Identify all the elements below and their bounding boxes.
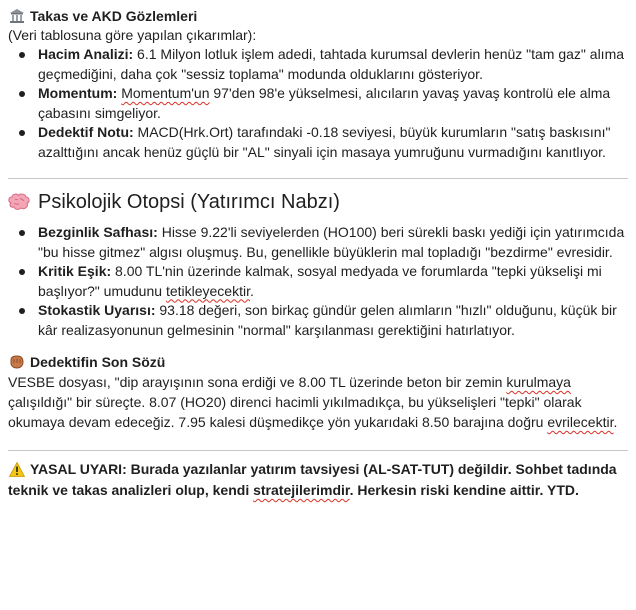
section-takas-title: Takas ve AKD Gözlemleri xyxy=(30,8,198,24)
item-text: 97'den 98'e yükselmesi, alıcıların yavaş yavaş kontrolü ele alma çabasını simgeliyor. xyxy=(38,85,611,121)
list-item xyxy=(8,301,628,340)
disclaimer-text: YASAL UYARI: Burada yazılanlar yatırım tavsiyesi (AL-SAT-TUT) değildir. Sohbet tadında teknik ve takas analizleri olup, kendi xyxy=(8,461,617,498)
section-sonsoz-paragraph xyxy=(8,372,628,432)
list-item xyxy=(8,262,628,301)
warning-icon xyxy=(8,461,26,479)
list-item xyxy=(8,223,628,262)
item-text: 8.00 TL'nin üzerinde kalmak, sosyal medyada ve forumlarda "tepki yükselişi mi başlıyor?" umudunu xyxy=(38,263,602,299)
bank-building-icon xyxy=(8,7,26,25)
fist-icon xyxy=(8,353,26,371)
item-text: Hisse 9.22'li seviyelerden (HO100) beri sürekli baskı yediği için yatırımcıda "bu hisse gitmez" algısı oluşmuş. Bu, genellikle büyüklerin mal topladığı "bezdirme" evresidir. xyxy=(38,224,625,260)
section-sonsoz-title: Dedektifin Son Sözü xyxy=(30,354,166,370)
misspelled-word[interactable]: Momentum'un xyxy=(121,85,210,101)
list-item xyxy=(8,45,628,84)
paragraph-text: . xyxy=(613,414,618,430)
disclaimer-text: . Herkesin riski kendine aittir. YTD. xyxy=(349,482,579,498)
item-label: Kritik Eşik: xyxy=(38,263,112,279)
misspelled-word[interactable]: kurulmaya xyxy=(506,374,571,390)
item-label: Bezginlik Safhası: xyxy=(38,224,158,240)
paragraph-text: çalışıldığı" bir süreçte. 8.07 (HO20) direnci hacimli yıkılmadıkça, bu yükselişleri "tepki" olarak okumaya devam edeceğiz. 7.95 kalesi düşmedikçe yön yukarıdaki 8.50 barajına doğru xyxy=(8,394,582,430)
misspelled-word[interactable]: stratejilerimdir xyxy=(253,482,350,498)
misspelled-word[interactable]: evrilecektir xyxy=(547,414,614,430)
item-label: Dedektif Notu: xyxy=(38,124,134,140)
section-psikoloji-heading xyxy=(8,189,628,215)
brain-icon xyxy=(8,191,30,213)
list-item xyxy=(8,123,628,162)
misspelled-word[interactable]: tetikleyecektir xyxy=(165,282,250,299)
psikoloji-list xyxy=(8,223,628,340)
item-text: MACD(Hrk.Ort) tarafındaki -0.18 seviyesi, büyük kurumların "satış baskısını" azalttığını ancak henüz güçlü bir "AL" sinyali için masaya yumruğunu vurmadığını kanıtlıyor. xyxy=(38,124,611,160)
section-psikoloji-title: Psikolojik Otopsi (Yatırımcı Nabzı) xyxy=(38,191,340,213)
section-takas-subtitle: (Veri tablosuna göre yapılan çıkarımlar): xyxy=(8,27,257,43)
item-text: . xyxy=(249,282,254,299)
item-label: Stokastik Uyarısı: xyxy=(38,302,156,318)
takas-list xyxy=(8,45,628,162)
legal-disclaimer xyxy=(8,459,628,501)
item-label: Momentum: xyxy=(38,85,118,101)
item-label: Hacim Analizi: xyxy=(38,46,134,62)
item-text: 93.18 değeri, son birkaç gündür gelen alımların "hızlı" olduğunu, küçük bir kâr realizasyonunun gelmesinin "normal" karşılanması gerektiğini hatırlatıyor. xyxy=(38,302,617,338)
paragraph-text: VESBE dosyası, "dip arayışının sona erdiği ve 8.00 TL üzerinde beton bir zemin xyxy=(8,374,507,390)
list-item xyxy=(8,84,628,123)
section-sonsoz-heading xyxy=(8,352,628,372)
section-takas-heading xyxy=(8,6,628,26)
item-text: 6.1 Milyon lotluk işlem adedi, tahtada kurumsal devlerin henüz "tam gaz" alıma geçmediğini, daha çok "sessiz toplama" modunda olduklarını gösteriyor. xyxy=(38,46,625,82)
